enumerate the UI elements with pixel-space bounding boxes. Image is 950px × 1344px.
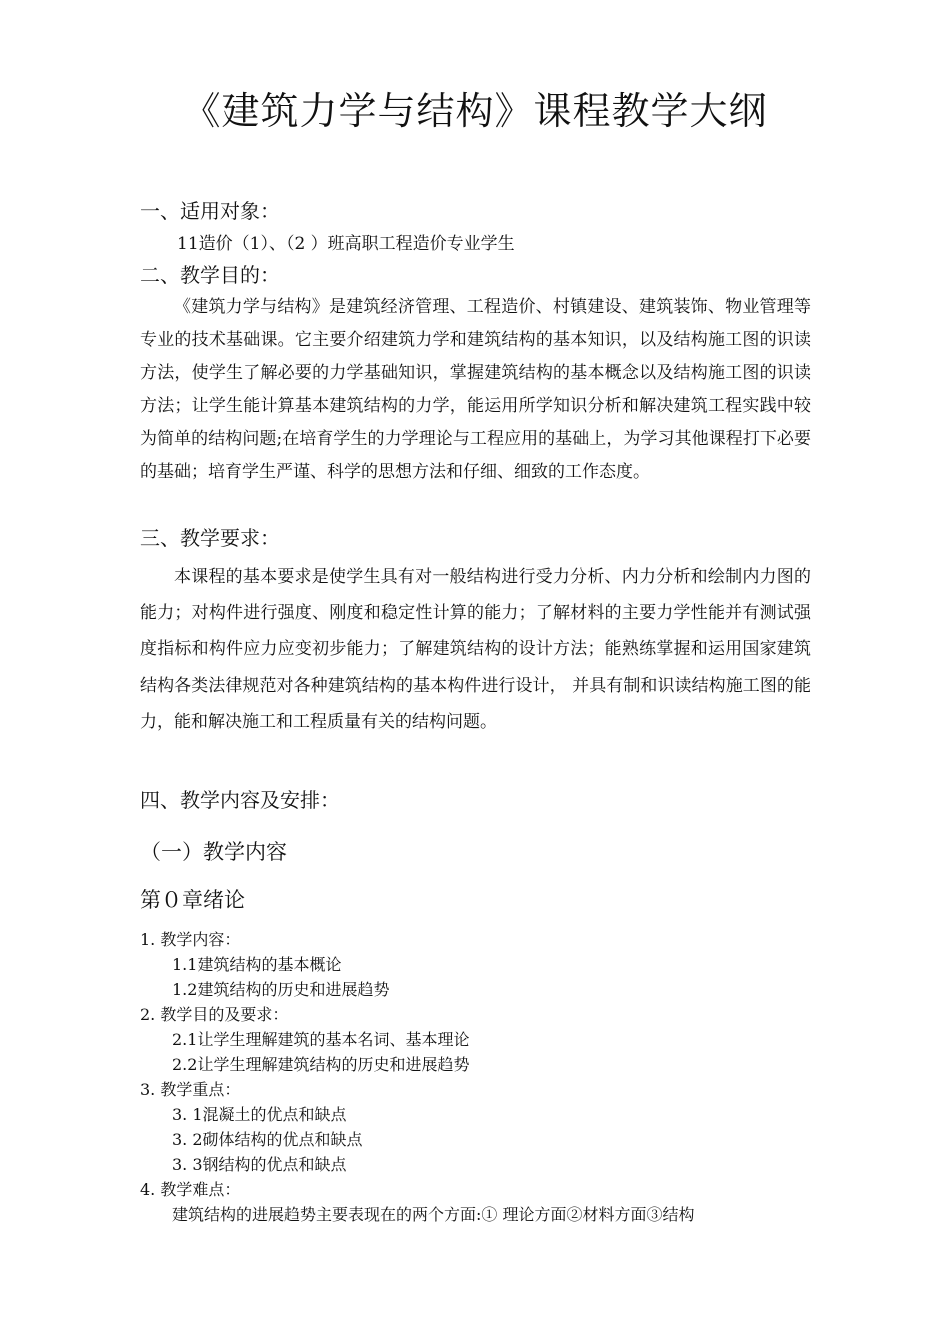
- section-heading-audience: 一、适用对象：: [140, 199, 280, 223]
- list-item: 2. 教学目的及要求：: [140, 1005, 289, 1024]
- list-item: 1.2建筑结构的历史和进展趋势: [172, 980, 390, 999]
- list-item: 3. 3钢结构的优点和缺点: [172, 1155, 347, 1174]
- list-item: 建筑结构的进展趋势主要表现在的两个方面:① 理论方面②材料方面③结构: [172, 1205, 695, 1224]
- list-item: 2.1让学生理解建筑的基本名词、基本理论: [172, 1030, 470, 1049]
- section-heading-content: 四、教学内容及安排：: [140, 788, 340, 812]
- list-item: 3. 教学重点：: [140, 1080, 241, 1099]
- list-item: 1.1建筑结构的基本概论: [172, 955, 342, 974]
- list-item: 3. 2砌体结构的优点和缺点: [172, 1130, 363, 1149]
- audience-text: 11造价（1）、（2 ）班高职工程造价专业学生: [177, 234, 515, 254]
- list-item: 4. 教学难点：: [140, 1180, 241, 1199]
- subsection-heading-content: （一）教学内容: [140, 840, 287, 864]
- requirements-paragraph: 本课程的基本要求是使学生具有对一般结构进行受力分析、内力分析和绘制内力图的能力；对构件进行强度、刚度和稳定性计算的能力；了解材料的主要力学性能并有测试强度指标和构件应力应变初步能力；了解建筑结构的设计方法；能熟练掌握和运用国家建筑结构各类法律规范对各种建筑结构的基本构件进行设计， 并具有制和识读结构施工图的能力，能和解决施工和工程质量有关的结构问题。: [140, 567, 811, 732]
- document-title: 《建筑力学与结构》课程教学大纲: [182, 89, 768, 133]
- chapter-heading: 第０章绪论: [140, 888, 245, 912]
- purpose-paragraph: 《建筑力学与结构》是建筑经济管理、工程造价、村镇建设、建筑装饰、物业管理等专业的技术基础课。它主要介绍建筑力学和建筑结构的基本知识，以及结构施工图的识读方法，使学生了解必要的力学基础知识，掌握建筑结构的基本概念以及结构施工图的识读方法；让学生能计算基本建筑结构的力学，能运用所学知识分析和解决建筑工程实践中较为简单的结构问题;在培育学生的力学理论与工程应用的基础上，为学习其他课程打下必要的基础；培育学生严谨、科学的思想方法和仔细、细致的工作态度。: [140, 297, 811, 482]
- list-item: 1. 教学内容：: [140, 930, 241, 949]
- section-heading-purpose: 二、教学目的：: [140, 263, 280, 287]
- section-heading-requirements: 三、教学要求：: [140, 526, 280, 550]
- list-item: 2.2让学生理解建筑结构的历史和进展趋势: [172, 1055, 470, 1074]
- list-item: 3. 1混凝土的优点和缺点: [172, 1105, 347, 1124]
